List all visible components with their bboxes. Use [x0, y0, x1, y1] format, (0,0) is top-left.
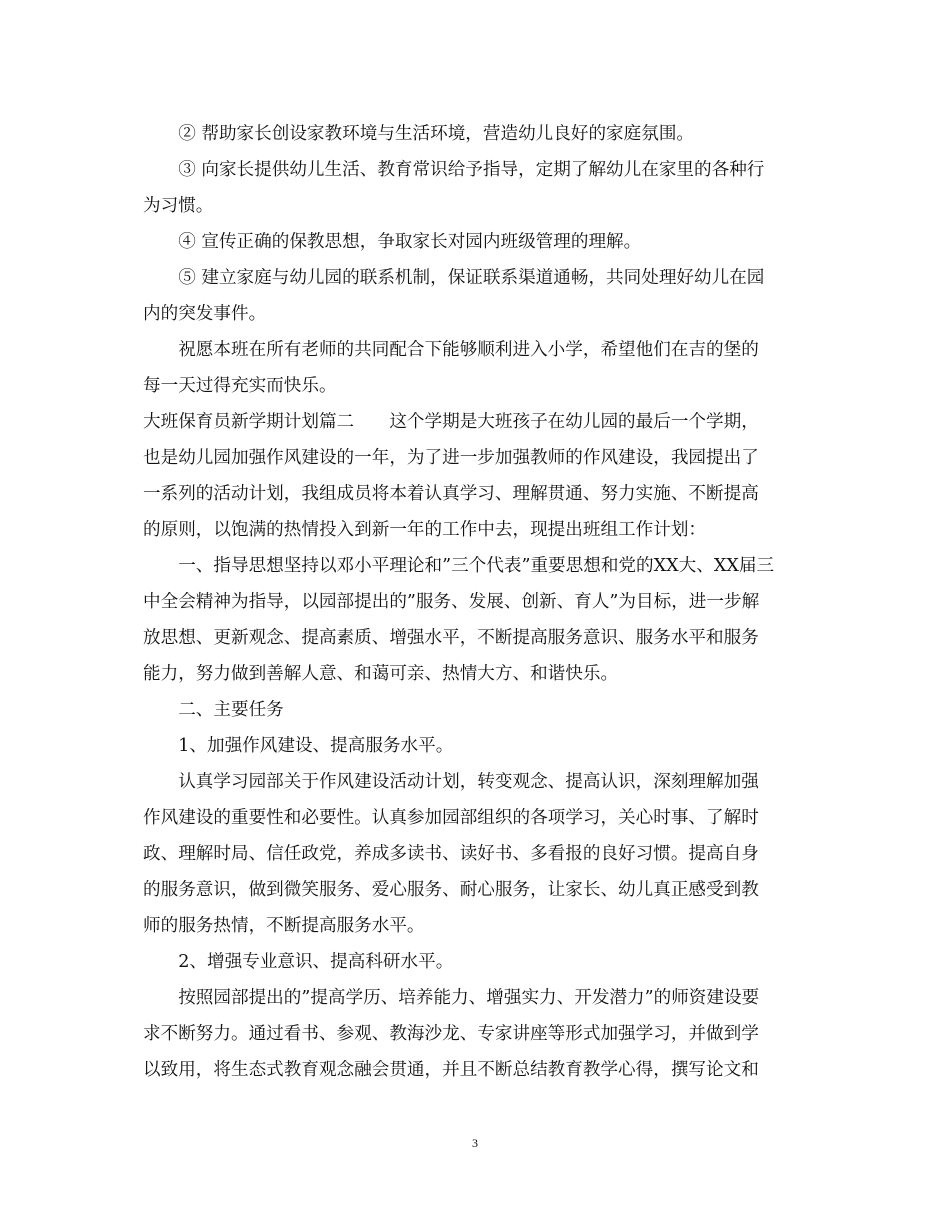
text-line: 师的服务热情，不断提高服务水平。: [143, 916, 425, 936]
text-line: 认真学习园部关于作风建设活动计划，转变观念、提高认识，深刻理解加强: [143, 772, 759, 792]
text-line: 以致用，将生态式教育观念融会贯通，并且不断总结教育教学心得，撰写论文和: [143, 1060, 759, 1080]
text-line: ③ 向家长提供幼儿生活、教育常识给予指导，定期了解幼儿在家里的各种行: [143, 160, 765, 180]
text-line: 每一天过得充实而快乐。: [143, 376, 337, 396]
text-line: 2、增强专业意识、提高科研水平。: [143, 952, 454, 972]
text-line: 作风建设的重要性和必要性。认真参加园部组织的各项学习，关心时事、了解时: [143, 808, 759, 828]
text-line: ② 帮助家长创设家教环境与生活环境，营造幼儿良好的家庭氛围。: [143, 124, 695, 144]
document-body: [143, 116, 808, 1088]
text-line: 内的突发事件。: [143, 304, 267, 324]
text-line: 求不断努力。通过看书、参观、教海沙龙、专家讲座等形式加强学习，并做到学: [143, 1024, 759, 1044]
text-line: 祝愿本班在所有老师的共同配合下能够顺利进入小学，希望他们在吉的堡的: [143, 340, 759, 360]
text-line: 按照园部提出的”提高学历、培养能力、增强实力、开发潜力”的师资建设要: [143, 988, 760, 1008]
text-line: 的原则，以饱满的热情投入到新一年的工作中去，现提出班组工作计划：: [143, 520, 707, 540]
text-line: 一系列的活动计划，我组成员将本着认真学习、理解贯通、努力实施、不断提高: [143, 484, 759, 504]
text-line: ④ 宣传正确的保教思想，争取家长对园内班级管理的理解。: [143, 232, 642, 252]
page-number: 3: [472, 1136, 478, 1150]
text-line: 的服务意识，做到微笑服务、爱心服务、耐心服务，让家长、幼儿真正感受到教: [143, 880, 759, 900]
text-line: 1、加强作风建设、提高服务水平。: [143, 736, 454, 756]
text-line: 中全会精神为指导，以园部提出的”服务、发展、创新、育人”为目标，进一步解: [143, 592, 760, 612]
text-line: 政、理解时局、信任政党，养成多读书、读好书、多看报的良好习惯。提高自身: [143, 844, 759, 864]
text-line: 能力，努力做到善解人意、和蔼可亲、热情大方、和谐快乐。: [143, 664, 619, 684]
text-line: 为习惯。: [143, 196, 214, 216]
text-line: ⑤ 建立家庭与幼儿园的联系机制，保证联系渠道通畅，共同处理好幼儿在园: [143, 268, 765, 288]
text-line: 一、指导思想坚持以邓小平理论和”三个代表”重要思想和党的XX大、XX届三: [143, 556, 775, 576]
text-line: 二、主要任务: [143, 700, 284, 720]
text-line: 也是幼儿园加强作风建设的一年，为了进一步加强教师的作风建设，我园提出了: [143, 448, 759, 468]
text-line: 大班保育员新学期计划篇二 这个学期是大班孩子在幼儿园的最后一个学期，: [143, 412, 759, 432]
text-line: 放思想、更新观念、提高素质、增强水平，不断提高服务意识、服务水平和服务: [143, 628, 759, 648]
